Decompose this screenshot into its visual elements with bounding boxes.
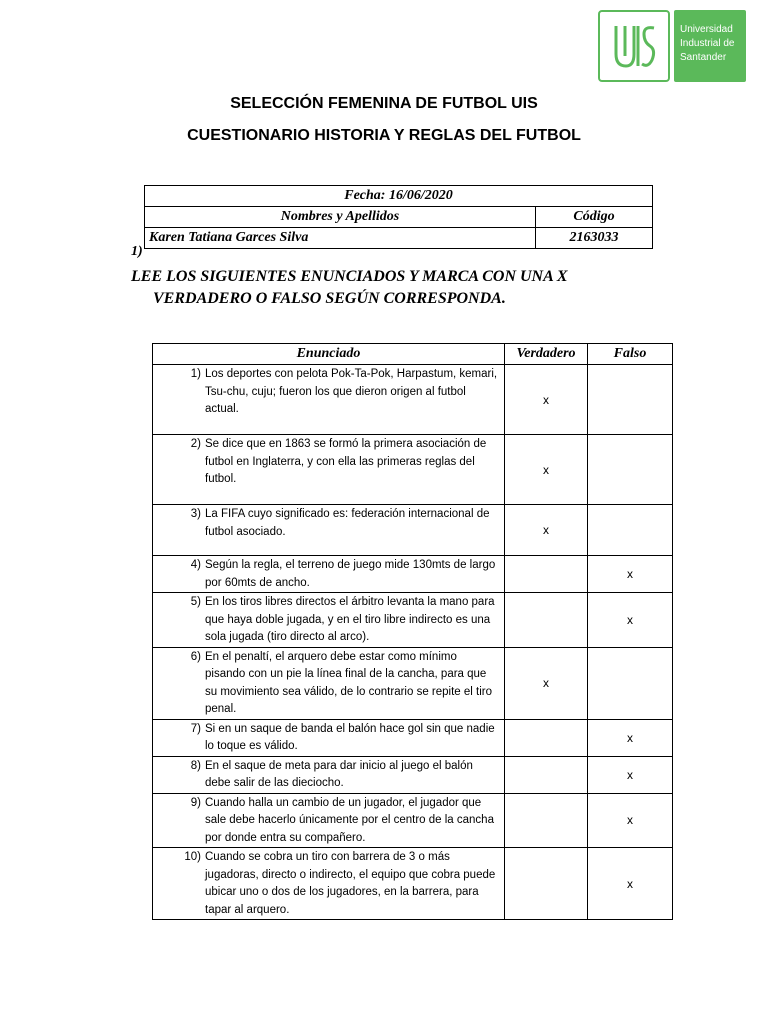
date-cell: Fecha: 16/06/2020 <box>145 186 653 207</box>
table-row <box>153 756 673 793</box>
header-statement: Enunciado <box>153 344 505 365</box>
true-mark-cell[interactable]: x <box>505 647 588 719</box>
uis-logo-icon <box>608 20 660 72</box>
student-info-table <box>144 185 653 249</box>
true-mark-cell[interactable]: x <box>505 505 588 556</box>
name-header: Nombres y Apellidos <box>145 207 536 228</box>
table-row <box>153 556 673 593</box>
statement-cell <box>153 719 505 756</box>
statement-text: En los tiros libres directos el árbitro levanta la mano para que haya doble jugada, y en el tiro libre indirecto es una sola jugada (tiro directo al arco). <box>205 596 495 643</box>
statement-text: Cuando se cobra un tiro con barrera de 3 o más jugadoras, directo o indirecto, el equipo que cobra puede ubicar uno o dos de los jugadores, en la barrera, para tapar al arquero. <box>205 851 496 916</box>
true-mark-cell[interactable] <box>505 719 588 756</box>
statement-cell <box>153 647 505 719</box>
true-mark-cell[interactable] <box>505 848 588 920</box>
student-row <box>145 228 653 249</box>
statement-cell <box>153 593 505 648</box>
statement-text: En el saque de meta para dar inicio al juego el balón debe salir de las dieciocho. <box>205 759 473 789</box>
statement-number: 2) <box>190 438 201 450</box>
true-mark-cell[interactable] <box>505 556 588 593</box>
statement-text: Los deportes con pelota Pok-Ta-Pok, Harpastum, kemari, Tsu-chu, cuju; fueron los que dieron origen al futbol actual. <box>205 368 498 415</box>
info-header-row <box>145 207 653 228</box>
statement-number: 5) <box>190 596 201 608</box>
statement-cell <box>153 365 505 435</box>
false-mark-cell[interactable]: x <box>588 756 673 793</box>
statement-cell <box>153 505 505 556</box>
statement-text: La FIFA cuyo significado es: federación internacional de futbol asociado. <box>205 508 490 538</box>
statement-cell <box>153 848 505 920</box>
false-mark-cell[interactable]: x <box>588 848 673 920</box>
statement-text: Según la regla, el terreno de juego mide 130mts de largo por 60mts de ancho. <box>205 559 496 589</box>
logo-wordmark <box>674 10 746 82</box>
table-row <box>153 593 673 648</box>
statement-number: 8) <box>190 759 201 772</box>
table-row <box>153 435 673 505</box>
statement-number: 7) <box>190 722 201 735</box>
table-row <box>153 793 673 848</box>
statement-text: Si en un saque de banda el balón hace gol sin que nadie lo toque es válido. <box>205 722 495 752</box>
true-mark-cell[interactable] <box>505 793 588 848</box>
statement-number: 6) <box>190 650 201 663</box>
question-number: 1) <box>131 244 143 259</box>
logo-line-2: Industrial de <box>680 38 735 49</box>
statement-number: 4) <box>190 559 201 571</box>
statement-cell <box>153 435 505 505</box>
question-instruction <box>131 266 568 310</box>
false-mark-cell[interactable] <box>588 505 673 556</box>
statement-text: Se dice que en 1863 se formó la primera asociación de futbol en Inglaterra, y con ella las primeras reglas del futbol. <box>205 438 487 485</box>
false-mark-cell[interactable] <box>588 647 673 719</box>
table-row <box>153 365 673 435</box>
table-row <box>153 719 673 756</box>
university-logo <box>598 10 746 82</box>
true-mark-cell[interactable] <box>505 593 588 648</box>
true-mark-cell[interactable]: x <box>505 435 588 505</box>
true-mark-cell[interactable]: x <box>505 365 588 435</box>
logo-line-1: Universidad <box>680 24 733 35</box>
statement-number: 9) <box>190 796 201 809</box>
uis-logo-mark <box>598 10 670 82</box>
false-mark-cell[interactable]: x <box>588 593 673 648</box>
false-mark-cell[interactable] <box>588 365 673 435</box>
true-false-table <box>152 343 673 920</box>
false-mark-cell[interactable]: x <box>588 556 673 593</box>
table-row <box>153 647 673 719</box>
false-mark-cell[interactable]: x <box>588 719 673 756</box>
false-mark-cell[interactable]: x <box>588 793 673 848</box>
document-subtitle: CUESTIONARIO HISTORIA Y REGLAS DEL FUTBOL <box>187 127 581 144</box>
student-name: Karen Tatiana Garces Silva <box>145 228 536 249</box>
code-header: Código <box>536 207 653 228</box>
instruction-line-1: LEE LOS SIGUIENTES ENUNCIADOS Y MARCA CON UNA X <box>131 268 568 285</box>
date-row <box>145 186 653 207</box>
false-mark-cell[interactable] <box>588 435 673 505</box>
table-row <box>153 505 673 556</box>
instruction-line-2: VERDADERO O FALSO SEGÚN CORRESPONDA. <box>153 290 506 307</box>
logo-line-3: Santander <box>680 52 727 63</box>
statement-number: 1) <box>190 368 201 380</box>
header-true: Verdadero <box>505 344 588 365</box>
header-false: Falso <box>588 344 673 365</box>
statement-cell <box>153 793 505 848</box>
document-title: SELECCIÓN FEMENINA DE FUTBOL UIS <box>230 95 538 112</box>
statement-cell <box>153 756 505 793</box>
true-mark-cell[interactable] <box>505 756 588 793</box>
table-header-row <box>153 344 673 365</box>
statement-cell <box>153 556 505 593</box>
student-code: 2163033 <box>536 228 653 249</box>
statement-number: 10) <box>184 851 201 863</box>
statement-text: Cuando halla un cambio de un jugador, el jugador que sale debe hacerlo únicamente por el centro de la cancha por donde entra su compañero. <box>205 796 494 844</box>
statement-text: En el penaltí, el arquero debe estar como mínimo pisando con un pie la línea final de la cancha, para que su movimiento sea válido, de lo contrario se repite el tiro penal. <box>205 650 493 715</box>
statement-number: 3) <box>190 508 201 520</box>
table-row <box>153 848 673 920</box>
